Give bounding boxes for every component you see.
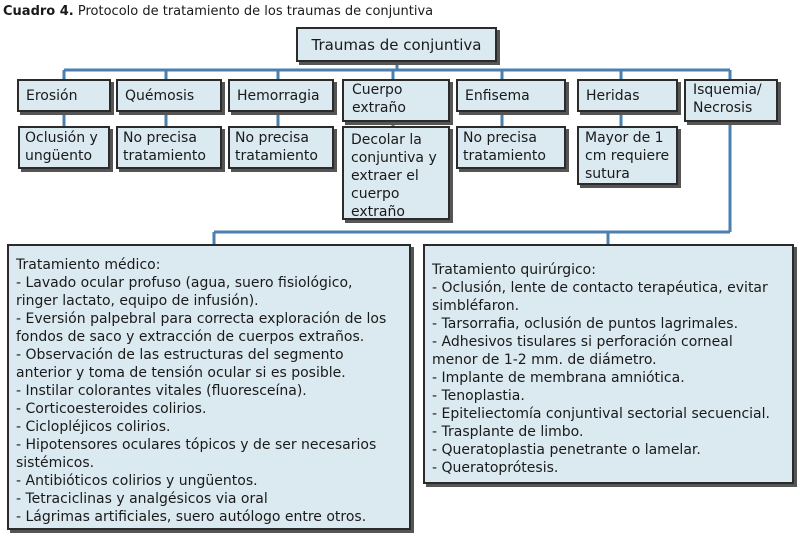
medical-item: - Eversión palpebral para correcta exploración de los <box>16 311 387 327</box>
category-hemorragia: Hemorragia <box>228 79 334 112</box>
detail-enfisema: No precisa tratamiento <box>456 126 566 169</box>
root-label: Traumas de conjuntiva <box>311 35 482 54</box>
surgical-item: menor de 1-2 mm. de diámetro. <box>432 352 657 368</box>
surgical-item: simbléfaron. <box>432 298 520 314</box>
surgical-item: - Queratoprótesis. <box>432 460 559 476</box>
category-cuerpo-extrano: Cuerpo extraño <box>342 79 450 122</box>
surgical-item: - Oclusión, lente de contacto terapéutica, evitar <box>432 280 768 296</box>
medical-item: - Ciclopléjicos colirios. <box>16 419 171 435</box>
category-isquemia-necrosis: Isquemia/ Necrosis <box>684 79 778 122</box>
medical-item: ringer lactato, equipo de infusión). <box>16 293 259 309</box>
medical-item: sistémicos. <box>16 455 95 471</box>
category-quemosis: Quémosis <box>116 79 222 112</box>
medical-item: - Tetraciclinas y analgésicos via oral <box>16 491 268 507</box>
detail-hemorragia: No precisa tratamiento <box>228 126 334 169</box>
surgical-treatment-title: Tratamiento quirúrgico: <box>432 262 596 278</box>
medical-item: - Lavado ocular profuso (agua, suero fisiológico, <box>16 275 353 291</box>
surgical-item: - Implante de membrana amniótica. <box>432 370 685 386</box>
medical-item: - Instilar colorantes vitales (fluoresceína). <box>16 383 307 399</box>
surgical-item: - Tarsorrafia, oclusión de puntos lagrimales. <box>432 316 739 332</box>
category-erosion: Erosión <box>17 79 111 112</box>
caption-label: Cuadro 4. <box>3 4 74 19</box>
surgical-treatment-box <box>423 244 794 484</box>
detail-cuerpo-extrano: Decolar la conjuntiva y extraer el cuerpo extraño <box>342 126 450 220</box>
medical-item: - Lágrimas artificiales, suero autólogo entre otros. <box>16 509 367 525</box>
root-node <box>296 27 497 62</box>
category-enfisema: Enfisema <box>456 79 566 112</box>
medical-item: - Hipotensores oculares tópicos y de ser necesarios <box>16 437 377 453</box>
medical-treatment-box <box>7 244 411 530</box>
detail-quemosis: No precisa tratamiento <box>116 126 222 169</box>
category-heridas: Heridas <box>577 79 678 112</box>
medical-treatment-title: Tratamiento médico: <box>16 257 161 273</box>
medical-item: - Antibióticos colirios y ungüentos. <box>16 473 258 489</box>
surgical-item: - Trasplante de limbo. <box>432 424 584 440</box>
medical-item: anterior y toma de tensión ocular si es posible. <box>16 365 346 381</box>
medical-item: - Corticoesteroides colirios. <box>16 401 207 417</box>
detail-heridas: Mayor de 1 cm requiere sutura <box>577 126 678 185</box>
medical-item: fondos de saco y extracción de cuerpos extraños. <box>16 329 365 345</box>
medical-item: - Observación de las estructuras del segmento <box>16 347 344 363</box>
surgical-item: - Tenoplastia. <box>432 388 525 404</box>
surgical-item: - Adhesivos tisulares si perforación corneal <box>432 334 733 350</box>
detail-erosion: Oclusión y ungüento <box>18 126 110 169</box>
surgical-item: - Epiteliectomía conjuntival sectorial secuencial. <box>432 406 770 422</box>
caption-text: Protocolo de tratamiento de los traumas de conjuntiva <box>73 4 434 19</box>
surgical-item: - Queratoplastia penetrante o lamelar. <box>432 442 701 458</box>
